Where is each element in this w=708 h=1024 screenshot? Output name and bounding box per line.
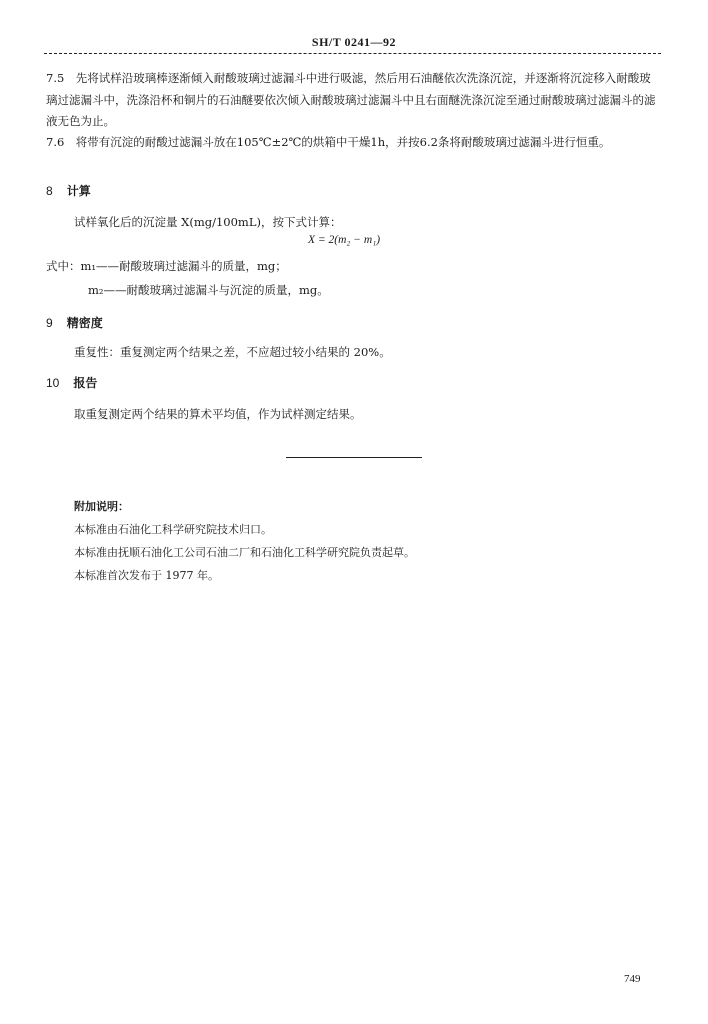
section-10-title: 报告	[73, 376, 98, 390]
section-9-title: 精密度	[66, 316, 103, 330]
notes-line: 本标准由石油化工科学研究院技术归口。	[74, 523, 272, 536]
notes-line: 本标准由抚顺石油化工公司石油二厂和石油化工科学研究院负责起草。	[74, 546, 415, 559]
notes-line: 本标准首次发布于 1977 年。	[74, 569, 219, 582]
section-8-number: 8	[46, 184, 53, 198]
section-9-number: 9	[46, 316, 53, 330]
clause-7-6: 7.6 将带有沉淀的耐酸过滤漏斗放在105℃±2℃的烘箱中干燥1h，并按6.2条将耐酸玻璃过滤漏斗进行恒重。	[46, 135, 611, 149]
formula-where-m1: 式中：m₁——耐酸玻璃过滤漏斗的质量，mg；	[46, 259, 287, 273]
section-8-intro: 试样氧化后的沉淀量 X(mg/100mL)，按下式计算：	[74, 215, 342, 229]
additional-notes	[74, 495, 415, 587]
standard-code-header: SH/T 0241—92	[311, 35, 397, 49]
section-10-heading	[46, 374, 97, 391]
section-9-heading	[46, 314, 103, 331]
calculation-formula: X = 2(m₂ − m₁)	[308, 234, 381, 246]
formula-where-m2: m₂——耐酸玻璃过滤漏斗与沉淀的质量，mg。	[88, 283, 329, 297]
clause-7-5: 7.5 先将试样沿玻璃棒逐渐倾入耐酸玻璃过滤漏斗中进行吸滤，然后用石油醚依次洗涤沉淀，并逐渐将沉淀移入耐酸玻璃过滤漏斗中，洗涤沿杯和铜片的石油醚要依次倾入耐酸玻璃过滤漏斗中且右面醚洗涤沉淀至通过耐酸玻璃过滤漏斗的滤液无色为止。	[46, 71, 656, 129]
section-10-text: 取重复测定两个结果的算术平均值，作为试样测定结果。	[74, 407, 362, 421]
page-number: 749	[624, 973, 641, 985]
end-rule	[286, 457, 422, 458]
section-10-number: 10	[46, 376, 60, 390]
notes-title: 附加说明：	[74, 500, 129, 513]
section-8-title: 计算	[66, 184, 91, 198]
header-rule	[44, 53, 661, 54]
section-8-heading	[46, 182, 91, 199]
section-9-text: 重复性：重复测定两个结果之差，不应超过较小结果的 20%。	[74, 345, 391, 359]
